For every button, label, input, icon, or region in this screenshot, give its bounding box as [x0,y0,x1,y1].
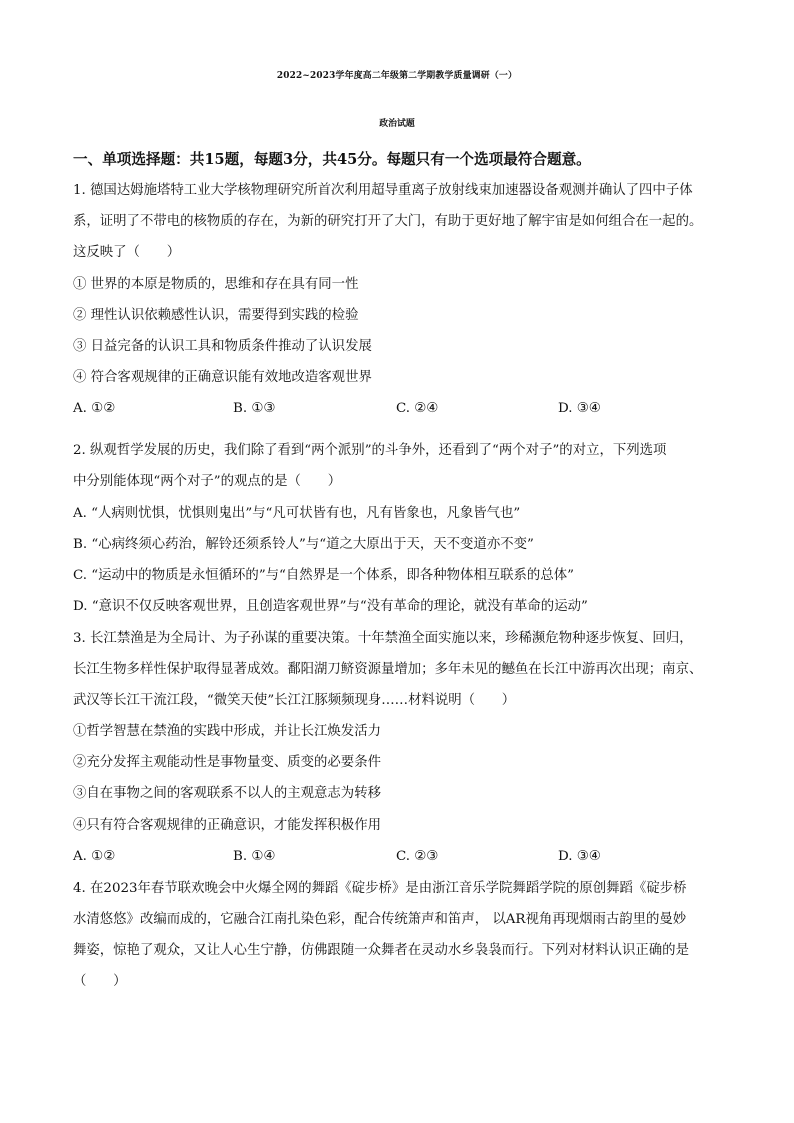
q3-item: ④只有符合客观规律的正确意识，才能发挥积极作用 [73,818,381,833]
q2-stem-line: 2. 纵观哲学发展的历史，我们除了看到“两个派别”的斗争外，还看到了“两个对子”的对立，下列选项 [73,443,667,458]
q1-option-d: D. ③④ [558,401,601,416]
exam-title: 2022~2023学年度高二年级第二学期教学质量调研（一） [276,71,518,81]
q2-option-c: C. “运动中的物质是永恒循环的”与“自然界是一个体系，即各种物体相互联系的总体” [73,568,574,583]
q1-option-b: B. ①③ [233,401,276,416]
q2-option-a: A. “人病则忧惧，忧惧则鬼出”与“凡可状皆有也，凡有皆象也，凡象皆气也” [73,506,521,521]
q4-stem-line: （ ） [73,974,127,989]
exam-subtitle: 政治试题 [379,119,415,129]
q2-option-d: D. “意识不仅反映客观世界，且创造客观世界”与“没有革命的理论，就没有革命的运动” [73,599,588,614]
q1-option-a: A. ①② [73,401,116,416]
q1-item: ① 世界的本原是物质的，思维和存在具有同一性 [73,277,359,292]
q3-option-b: B. ①④ [233,849,276,864]
q3-item: ③自在事物之间的客观联系不以人的主观意志为转移 [73,786,381,801]
q1-option-c: C. ②④ [396,401,439,416]
q3-stem-line: 3. 长江禁渔是为全局计、为子孙谋的重要决策。十年禁渔全面实施以来，珍稀濒危物种逐步恢复、回归， [73,631,693,646]
q1-stem-line: 这反映了（ ） [73,245,181,260]
q1-item: ② 理性认识依赖感性认识，需要得到实践的检验 [73,308,359,323]
q1-stem-line: 系，证明了不带电的核物质的存在，为新的研究打开了大门，有助于更好地了解宇宙是如何组合在一起的。 [73,214,703,229]
q4-stem-line: 水清悠悠》改编而成的，它融合江南扎染色彩，配合传统箫声和笛声， 以AR视角再现烟雨古韵里的曼妙 [73,912,687,927]
q3-option-d: D. ③④ [558,849,601,864]
q1-item: ③ 日益完备的认识工具和物质条件推动了认识发展 [73,339,372,354]
q1-item: ④ 符合客观规律的正确意识能有效地改造客观世界 [73,370,372,385]
section-heading: 一、单项选择题：共15题，每题3分，共45分。每题只有一个选项最符合题意。 [73,151,591,168]
q2-option-b: B. “心病终须心药治，解铃还须系铃人”与“道之大原出于天，天不变道亦不变” [73,537,534,552]
q3-stem-line: 武汉等长江干流江段，“微笑天使”长江江豚频频现身……材料说明（ ） [73,693,516,708]
q3-stem-line: 长江生物多样性保护取得显著成效。鄱阳湖刀鲚资源量增加；多年未见的鳡鱼在长江中游再次出现；南京、 [73,662,703,677]
q1-stem-line: 1. 德国达姆施塔特工业大学核物理研究所首次利用超导重离子放射线束加速器设备观测并确认了四中子体 [73,183,693,198]
q3-item: ②充分发挥主观能动性是事物量变、质变的必要条件 [73,755,381,770]
q3-option-a: A. ①② [73,849,116,864]
q4-stem-line: 4. 在2023年春节联欢晚会中火爆全网的舞蹈《碇步桥》是由浙江音乐学院舞蹈学院的原创舞蹈《碇步桥 [73,881,687,896]
q4-stem-line: 舞姿，惊艳了观众，又让人心生宁静，仿佛跟随一众舞者在灵动水乡袅袅而行。下列对材料认识正确的是 [73,943,689,958]
q2-stem-line: 中分别能体现“两个对子”的观点的是（ ） [73,474,342,489]
q3-option-c: C. ②③ [396,849,439,864]
q3-item: ①哲学智慧在禁渔的实践中形成，并让长江焕发活力 [73,724,381,739]
